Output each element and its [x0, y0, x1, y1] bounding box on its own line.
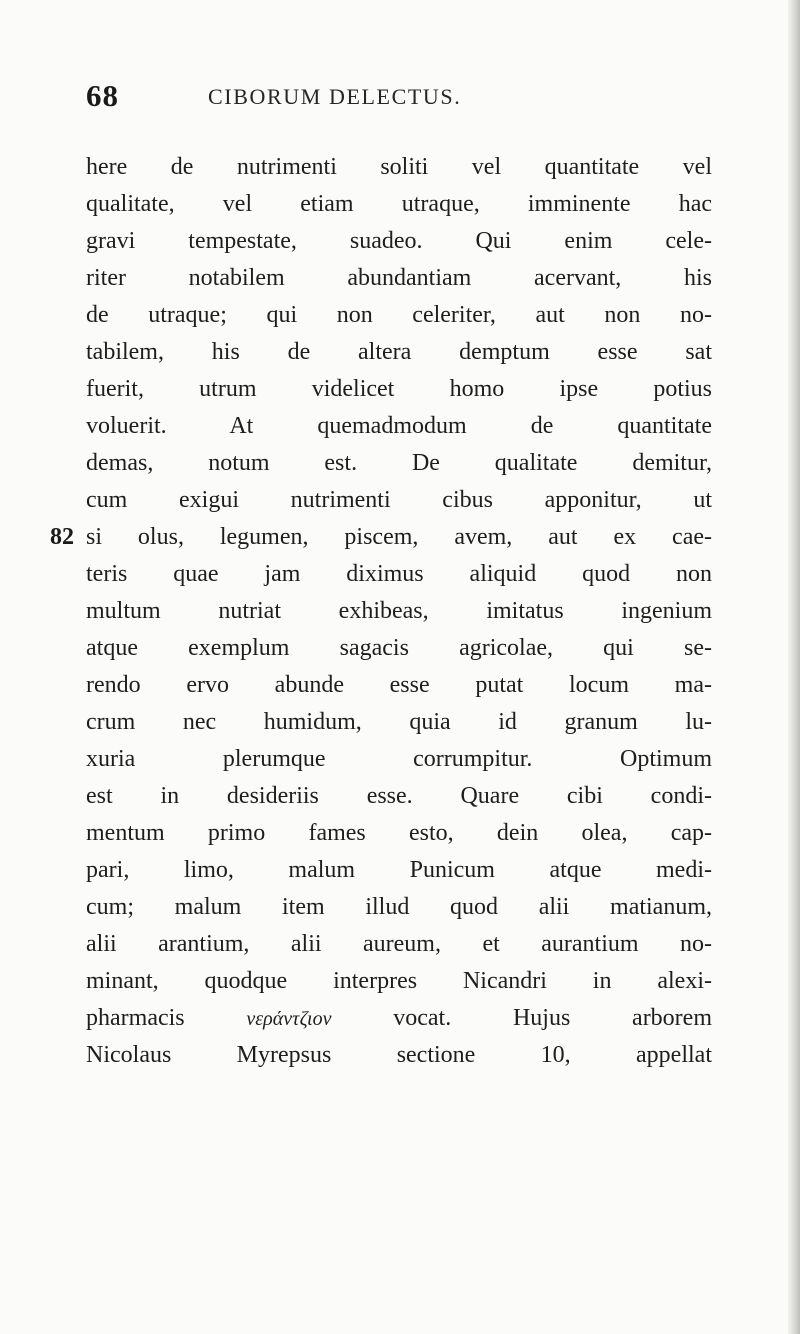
text-line: rendo ervo abunde esse putat locum ma- — [86, 672, 712, 698]
running-title: CIBORUM DELECTUS. — [208, 84, 462, 109]
text-line-greek — [86, 1001, 712, 1035]
text-line: Nicolaus Myrepsus sectione 10, appellat — [86, 1042, 712, 1068]
running-head — [86, 78, 686, 114]
text-line: mentum primo fames esto, dein olea, cap- — [86, 820, 712, 846]
greek-word: νεράντζιον — [246, 1008, 332, 1030]
text-line: qualitate, vel etiam utraque, imminente hac — [86, 191, 712, 217]
page-number: 68 — [86, 78, 119, 113]
text-line: est in desideriis esse. Quare cibi condi- — [86, 783, 712, 809]
text-segment: pharmacis — [86, 1005, 185, 1031]
text-line: gravi tempestate, suadeo. Qui enim cele- — [86, 228, 712, 254]
text-line: here de nutrimenti soliti vel quantitate vel — [86, 154, 712, 180]
text-line: alii arantium, alii aureum, et aurantium no- — [86, 931, 712, 957]
text-line: cum; malum item illud quod alii matianum, — [86, 894, 712, 920]
text-line: riter notabilem abundantiam acervant, his — [86, 265, 712, 291]
text-line: multum nutriat exhibeas, imitatus ingenium — [86, 598, 712, 624]
text-line: voluerit. At quemadmodum de quantitate — [86, 413, 712, 439]
text-segment: vocat. Hujus arborem — [393, 1005, 712, 1031]
page-edge-shadow — [788, 0, 800, 1334]
text-line: si olus, legumen, piscem, avem, aut ex cae- — [86, 524, 712, 550]
text-line: crum nec humidum, quia id granum lu- — [86, 709, 712, 735]
text-line: tabilem, his de altera demptum esse sat — [86, 339, 712, 365]
margin-section-number: 82 — [50, 524, 74, 550]
text-line: xuria plerumque corrumpitur. Optimum — [86, 746, 712, 772]
text-line: minant, quodque interpres Nicandri in alexi- — [86, 968, 712, 994]
text-line: fuerit, utrum videlicet homo ipse potius — [86, 376, 712, 402]
text-line: atque exemplum sagacis agricolae, qui se- — [86, 635, 712, 661]
text-line: pari, limo, malum Punicum atque medi- — [86, 857, 712, 883]
text-line: teris quae jam diximus aliquid quod non — [86, 561, 712, 587]
text-line: cum exigui nutrimenti cibus apponitur, ut — [86, 487, 712, 513]
text-line: de utraque; qui non celeriter, aut non no- — [86, 302, 712, 328]
text-line: demas, notum est. De qualitate demitur, — [86, 450, 712, 476]
